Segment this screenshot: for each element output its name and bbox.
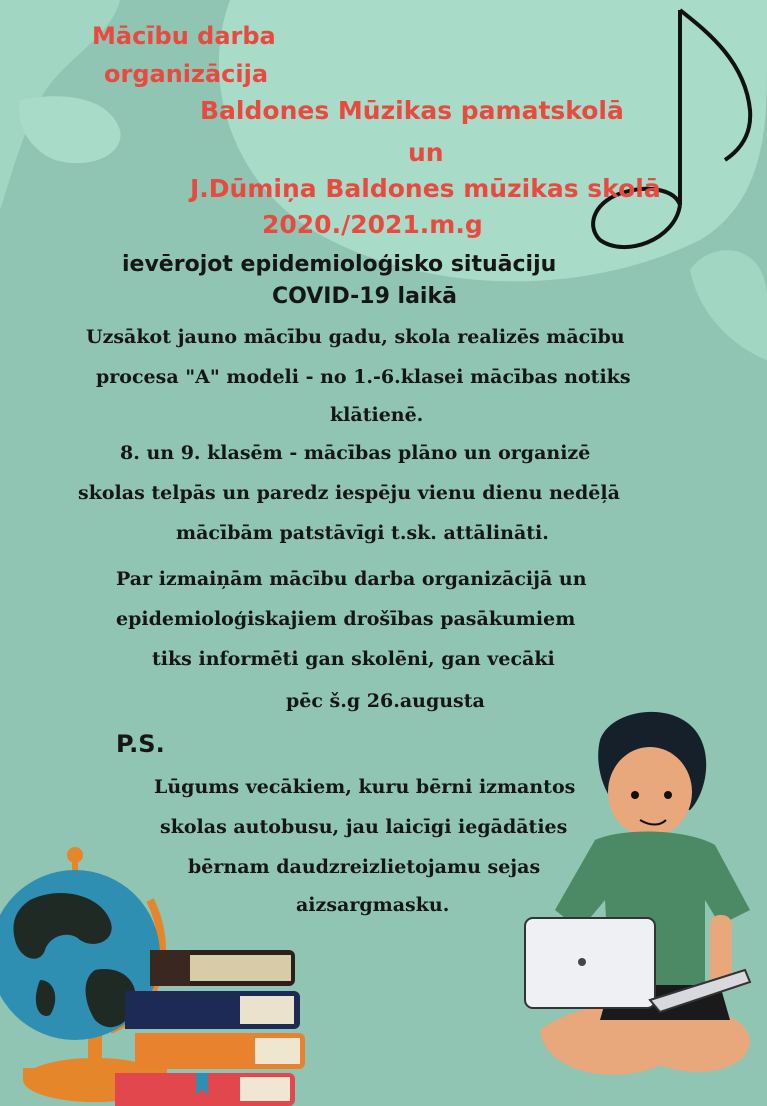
and-text: un <box>408 138 444 167</box>
music-note-icon <box>585 0 765 260</box>
subtitle-line1: ievērojot epidemioloģisko situāciju <box>122 252 557 277</box>
p2-line3: mācībām patstāvīgi t.sk. attālināti. <box>176 522 549 544</box>
title-line2: organizācija <box>104 60 269 88</box>
p2-line2: skolas telpās un paredz iespēju vienu dienu nedēļā <box>78 482 620 504</box>
p2-line1: 8. un 9. klasēm - mācības plāno un organizē <box>120 442 591 464</box>
title-line1: Mācību darba <box>92 22 276 50</box>
school1-name: Baldones Mūzikas pamatskolā <box>200 96 624 125</box>
school2-name: J.Dūmiņa Baldones mūzikas skolā <box>190 174 661 203</box>
p1-line1: Uzsākot jauno mācību gadu, skola realizēs mācību <box>86 326 625 348</box>
books-icon <box>110 945 310 1106</box>
p1-line3: klātienē. <box>330 404 424 426</box>
boy-laptop-icon <box>500 700 767 1106</box>
subtitle-line2: COVID-19 laikā <box>272 284 457 309</box>
ps-line2: skolas autobusu, jau laicīgi iegādāties <box>160 816 568 838</box>
ps-label: P.S. <box>116 730 165 758</box>
ps-line1: Lūgums vecākiem, kuru bērni izmantos <box>154 776 576 798</box>
p3-line1: Par izmaiņām mācību darba organizācijā un <box>116 568 587 590</box>
p3-line3: tiks informēti gan skolēni, gan vecāki <box>152 648 555 670</box>
p3-line2: epidemioloģiskajiem drošības pasākumiem <box>116 608 576 630</box>
p3-line4: pēc š.g 26.augusta <box>286 690 485 712</box>
ps-line4: aizsargmasku. <box>296 894 450 916</box>
p1-line2: procesa "A" modeli - no 1.-6.klasei mācības notiks <box>96 366 631 388</box>
school-year: 2020./2021.m.g <box>262 210 483 239</box>
ps-line3: bērnam daudzreizlietojamu sejas <box>188 856 541 878</box>
